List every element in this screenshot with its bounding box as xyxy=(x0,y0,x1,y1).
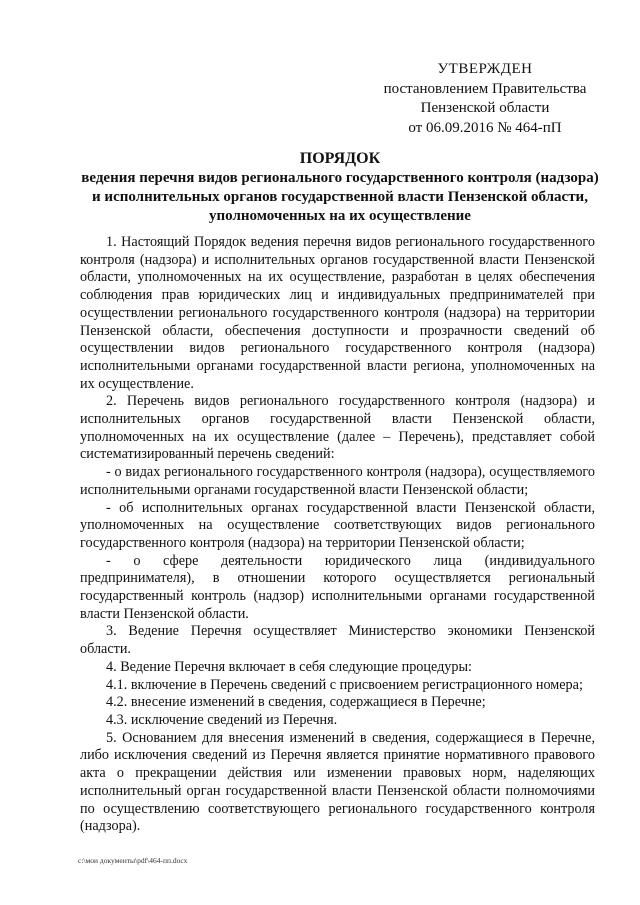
paragraph: 2. Перечень видов регионального государственного контроля (надзора) и исполнительных органов государственной власти Пензенской области, уполномоченных на их осуществление (далее – Перечень), представляет собой систематизированный перечень сведений: xyxy=(80,393,595,463)
paragraph: 4.3. исключение сведений из Перечня. xyxy=(106,711,338,728)
paragraph: - о видах регионального государственного контроля (надзора), осуществляемого исполнительными органами государственной власти Пензенской области; xyxy=(80,464,595,498)
file-path-footer: c:\мои документы\pdf\464-пп.docx xyxy=(78,856,188,865)
document-body xyxy=(80,234,595,836)
approval-heading: УТВЕРЖДЕН xyxy=(437,61,533,77)
approval-line-3: от 06.09.2016 № 464-пП xyxy=(408,119,562,136)
paragraph: 3. Ведение Перечня осуществляет Министерство экономики Пензенской области. xyxy=(80,623,595,658)
approval-stamp-block xyxy=(380,60,590,138)
document-subtitle: ведения перечня видов регионального государственного контроля (надзора) и исполнительных органов государственной власти Пензенской области, уполномоченных на их осуществление xyxy=(81,170,599,224)
paragraph: 4.2. внесение изменений в сведения, содержащиеся в Перечне; xyxy=(106,694,486,711)
paragraph: - об исполнительных органах государственной власти Пензенской области, уполномоченных на осуществление соответствующих видов регионального государственного контроля (надзора) на территории Пензенской области; xyxy=(80,499,595,551)
paragraph: 4.1. включение в Перечень сведений с присвоением регистрационного номера; xyxy=(106,676,583,693)
paragraph: 4. Ведение Перечня включает в себя следующие процедуры: xyxy=(106,658,472,675)
document-title: ПОРЯДОК xyxy=(299,150,381,167)
approval-line-1: постановлением Правительства xyxy=(383,80,587,97)
paragraph: - о сфере деятельности юридического лица (индивидуального предпринимателя), в отношении которого осуществляется региональный государственный контроль (надзор) исполнительными органами государственной власти Пензенской области. xyxy=(80,552,595,622)
paragraph: 1. Настоящий Порядок ведения перечня видов регионального государственного контроля (надзора) и исполнительных органов государственной власти Пензенской области, уполномоченных на их осуществление, разработан в целях обеспечения соблюдения прав юридических лиц и индивидуальных предпринимателей при осуществлении регионального государственного контроля (надзора) на территории Пензенской области, обеспечения доступности и прозрачности сведений об осуществлении видов регионального государственного контроля (надзора) исполнительными органами государственной власти региона, уполномоченных на их осуществление. xyxy=(80,234,595,392)
document-heading xyxy=(80,149,600,226)
approval-line-2: Пензенской области xyxy=(420,100,550,116)
paragraph: 5. Основанием для внесения изменений в сведения, содержащиеся в Перечне, либо исключения сведений из Перечня является принятие нормативного правового акта о прекращении действия или изменении правовых норм, наделяющих исполнительный орган государственной власти Пензенской области полномочиями по осуществлению соответствующего регионального государственного контроля (надзора). xyxy=(80,729,595,835)
